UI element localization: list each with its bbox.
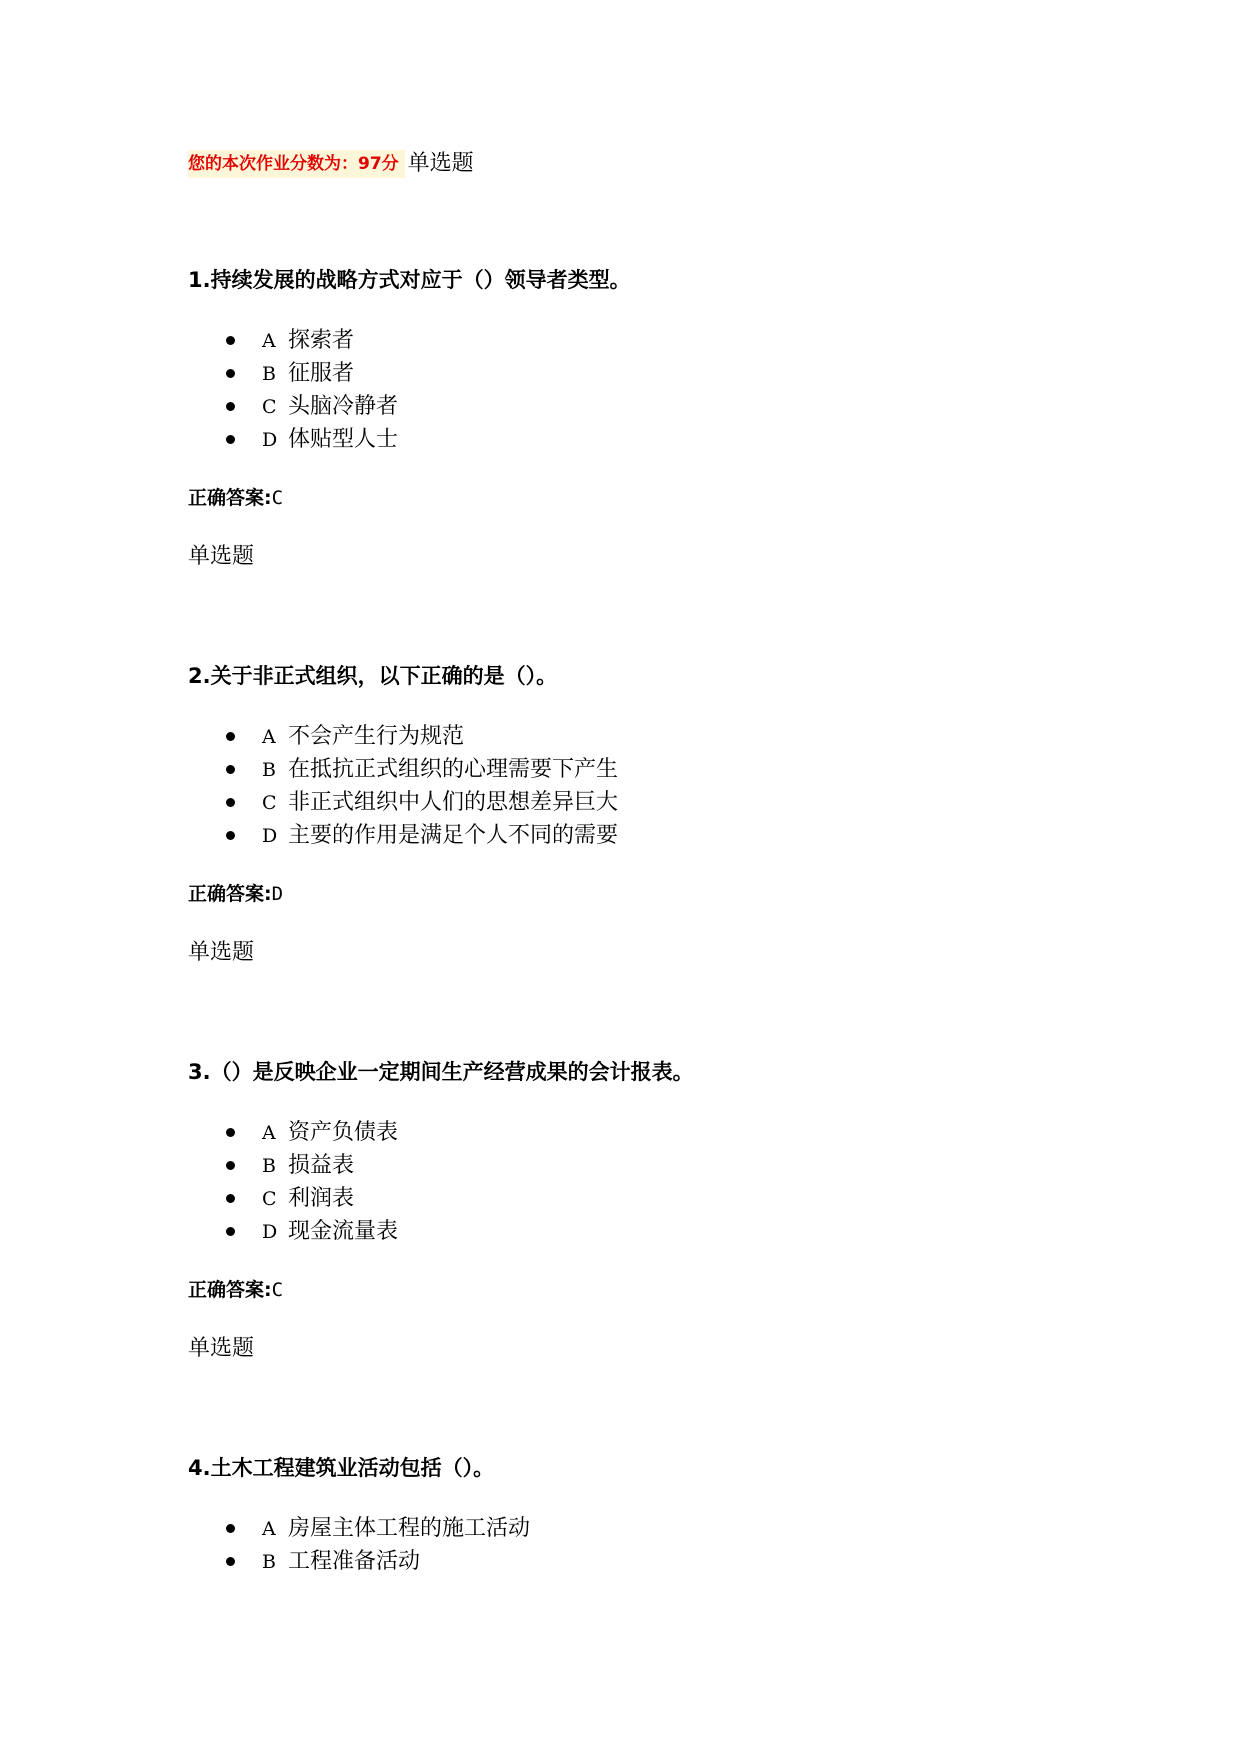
option-a [188,1512,1168,1545]
bullet-icon [226,435,235,444]
bullet-icon [226,1128,235,1137]
option-letter: D [262,429,278,451]
correct-answer [188,1278,1168,1302]
option-text: 头脑冷静者 [288,394,399,419]
option-text: 现金流量表 [288,1219,399,1244]
answer-label: 正确答案: [188,1279,272,1301]
option-text: 征服者 [288,361,355,386]
question-title: 1.持续发展的战略方式对应于（）领导者类型。 [188,268,631,292]
option-text: 探索者 [288,328,355,353]
option-text: 体贴型人士 [288,427,399,452]
option-text: 在抵抗正式组织的心理需要下产生 [288,757,619,782]
bullet-icon [226,1227,235,1236]
option-text: 房屋主体工程的施工活动 [288,1516,531,1541]
option-b [188,1149,1168,1182]
question-title: 2.关于非正式组织，以下正确的是（）。 [188,664,558,688]
bullet-icon [226,1557,235,1566]
option-letter: A [262,726,276,748]
bullet-icon [226,798,235,807]
option-letter: B [262,1155,276,1177]
section-type-label: 单选题 [407,151,474,176]
question-4 [188,1454,1168,1578]
option-letter: A [262,1518,276,1540]
option-letter: C [262,1188,277,1210]
correct-answer [188,882,1168,906]
option-letter: B [262,363,276,385]
question-title: 3.（）是反映企业一定期间生产经营成果的会计报表。 [188,1060,694,1084]
section-type-label: 单选题 [188,940,255,965]
option-d [188,423,1168,456]
bullet-icon [226,1161,235,1170]
question-1 [188,266,1168,570]
question-2 [188,662,1168,966]
bullet-icon [226,1524,235,1533]
option-a [188,720,1168,753]
correct-answer [188,486,1168,510]
option-text: 工程准备活动 [288,1549,421,1574]
option-text: 资产负债表 [288,1120,399,1145]
option-c [188,786,1168,819]
bullet-icon [226,732,235,741]
bullet-icon [226,336,235,345]
option-text: 不会产生行为规范 [288,724,465,749]
option-text: 主要的作用是满足个人不同的需要 [288,823,619,848]
bullet-icon [226,402,235,411]
answer-value: C [271,487,284,509]
option-letter: C [262,396,277,418]
option-b [188,357,1168,390]
option-letter: C [262,792,277,814]
option-text: 损益表 [288,1153,355,1178]
option-letter: A [262,330,276,352]
score-text: 您的本次作业分数为：97分 [188,150,405,178]
option-letter: A [262,1122,276,1144]
bullet-icon [226,1194,235,1203]
answer-label: 正确答案: [188,487,272,509]
option-list [188,324,1168,456]
option-b [188,1545,1168,1578]
option-c [188,390,1168,423]
question-3 [188,1058,1168,1362]
option-list [188,1116,1168,1248]
answer-label: 正确答案: [188,883,272,905]
option-text: 利润表 [288,1186,355,1211]
answer-value: D [271,883,284,905]
section-type-label: 单选题 [188,544,255,569]
option-list [188,1512,1168,1578]
option-letter: D [262,1221,278,1243]
option-list [188,720,1168,852]
option-letter: D [262,825,278,847]
score-line [188,150,474,178]
bullet-icon [226,765,235,774]
bullet-icon [226,369,235,378]
option-letter: B [262,759,276,781]
option-c [188,1182,1168,1215]
bullet-icon [226,831,235,840]
option-d [188,819,1168,852]
option-a [188,1116,1168,1149]
question-title: 4.土木工程建筑业活动包括（）。 [188,1456,495,1480]
option-b [188,753,1168,786]
option-text: 非正式组织中人们的思想差异巨大 [288,790,619,815]
answer-value: C [271,1279,284,1301]
option-letter: B [262,1551,276,1573]
option-d [188,1215,1168,1248]
section-type-label: 单选题 [188,1336,255,1361]
option-a [188,324,1168,357]
